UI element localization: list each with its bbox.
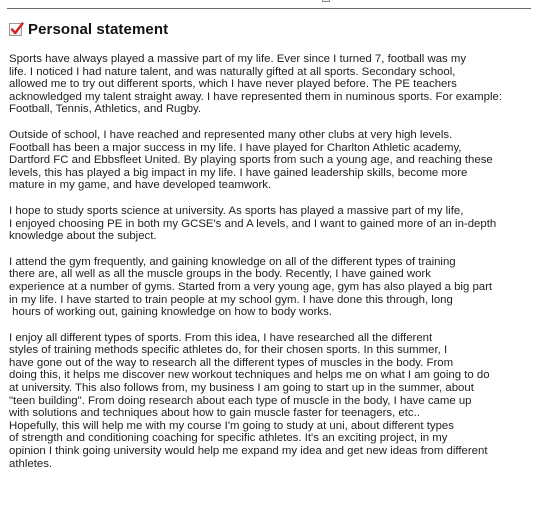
statement-line: levels, this has played a big impact in my life. I have gained leadership skills, become more [9, 166, 468, 179]
statement-line: there are, all well as all the muscle groups in the body. Recently, I have gained work [9, 268, 431, 281]
statement-line: Football, Tennis, Athletics, and Rugby. [9, 103, 202, 116]
statement-line: styles of training methods specific athletes do, for their chosen sports. In this summer, I [9, 344, 448, 357]
statement-line: Sports have always played a massive part of my life. Ever since I turned 7, football was my [9, 53, 467, 65]
statement-line: athletes. [9, 457, 53, 470]
statement-line: I attend the gym frequently, and gaining knowledge on all of the different types of training [9, 255, 456, 268]
statement-paragraph [9, 256, 514, 319]
statement-paragraph [9, 129, 514, 192]
statement-line: acknowledged my talent straight away. I have represented them in numinous sports. For example: [9, 90, 503, 103]
statement-line: Outside of school, I have reached and represented many other clubs at very high levels. [9, 128, 453, 141]
statement-line: I hope to study sports science at university. As sports has played a massive part of my life, [9, 204, 464, 217]
statement-line: experience at a number of gyms. Started from a very young age, gym has also played a big part [9, 280, 493, 293]
statement-line: "teen building". From doing research about each type of muscle in the body, I have came up [9, 394, 472, 407]
statement-paragraph [9, 205, 514, 243]
statement-line: have gone out of the way to research all the different types of muscles in the body. From [9, 356, 454, 369]
personal-statement-text [9, 53, 514, 470]
statement-line: life. I noticed I had nature talent, and was naturally gifted at all sports. Secondary school, [9, 65, 456, 78]
statement-line: Football has been a major success in my life. I have played for Charlton Athletic academy, [9, 141, 462, 154]
statement-line: with solutions and techniques about how to gain muscle faster for teenagers, etc.. [9, 407, 420, 420]
statement-line: allowed me to try out different sports, which I have never played before. The PE teachers [9, 78, 457, 91]
statement-line: of strength and conditioning coaching for specific athletes. It's an exciting project, in my [9, 432, 448, 445]
statement-line: knowledge about the subject. [9, 230, 157, 243]
statement-line: opinion I think going university would help me expand my idea and get new ideas from different [9, 445, 488, 458]
statement-paragraph [9, 53, 514, 116]
section-header [9, 18, 168, 40]
section-title: Personal statement [28, 20, 169, 38]
top-divider [7, 8, 531, 9]
statement-line: I enjoy all different types of sports. From this idea, I have researched all the different [9, 331, 433, 344]
statement-line: mature in my game, and have developed teamwork. [9, 179, 272, 192]
statement-line: hours of working out, gaining knowledge on how to body works. [9, 306, 332, 319]
statement-checkbox[interactable] [9, 23, 22, 36]
statement-line: Hopefully, this will help me with my course I'm going to study at uni, about different types [9, 419, 454, 432]
partial-checkbox-above [322, 0, 330, 2]
statement-line: I enjoyed choosing PE in both my GCSE's and A levels, and I want to gained more of an in-depth [9, 217, 497, 230]
statement-paragraph [9, 332, 514, 471]
checkmark-icon [9, 21, 25, 37]
statement-line: in my life. I have started to train people at my school gym. I have done this through, long [9, 293, 453, 306]
statement-line: doing this, it helps me discover new workout techniques and helps me on what I am going to do [9, 369, 490, 382]
statement-line: Dartford FC and Ebbsfleet United. By playing sports from such a young age, and reaching these [9, 154, 493, 167]
statement-line: at university. This also follows from, my business I am going to start up in the summer, about [9, 382, 474, 395]
